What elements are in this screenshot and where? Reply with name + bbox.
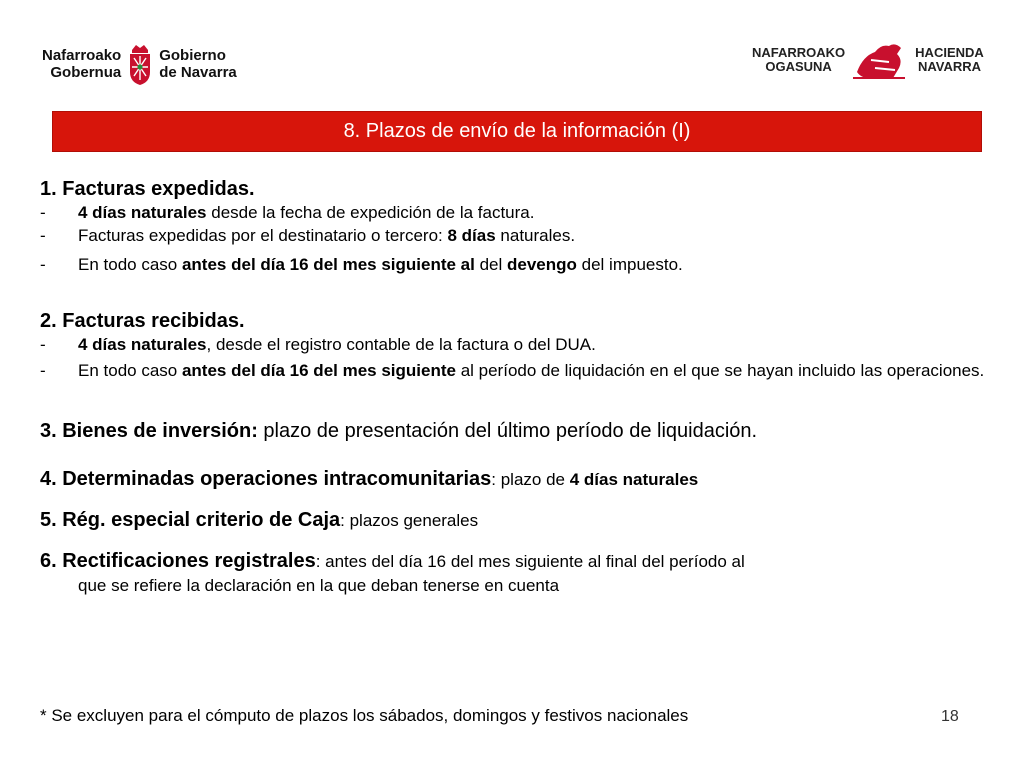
bullet-dash: -: [40, 203, 46, 222]
bullet-text: , desde el registro contable de la factura o del DUA.: [206, 335, 596, 354]
section-6: [40, 548, 998, 575]
bullet-text: del impuesto.: [576, 255, 683, 274]
footnote: * Se excluyen para el cómputo de plazos los sábados, domingos y festivos nacionales: [40, 706, 689, 725]
bullet-text: al período de liquidación en el que se hayan incluido las operaciones.: [455, 361, 985, 380]
list-item: [40, 224, 998, 247]
bullet-bold: antes del día 16 del mes siguiente al: [181, 255, 475, 274]
hacienda-emblem-icon: [849, 38, 911, 82]
section-6-text: : antes del día 16 del mes siguiente al final del período al: [315, 552, 745, 571]
section-3-text: plazo de presentación del último período de liquidación.: [257, 420, 758, 442]
gobierno-navarra-logo: [42, 40, 237, 88]
hacienda-navarra-logo: [752, 36, 984, 84]
main-content: [40, 178, 998, 597]
bullet-dash: -: [40, 255, 46, 274]
bullet-bold: antes del día 16 del mes siguiente: [181, 361, 456, 380]
logo-text-navarra: NAVARRA: [917, 59, 982, 74]
bullet-text: Facturas expedidas por el destinatario o tercero:: [78, 226, 448, 245]
logo-text-hacienda: HACIENDA: [915, 45, 984, 60]
logo-text-gobernua: Gobernua: [50, 64, 122, 81]
section-4-text: : plazo de: [491, 470, 570, 489]
navarra-shield-icon: [127, 42, 153, 86]
section-4-bold: 4 días naturales: [569, 470, 699, 489]
bullet-dash: -: [40, 226, 46, 245]
list-item: [40, 201, 998, 224]
logo-text-gobierno: Gobierno: [159, 47, 226, 64]
logo-text-nafarroako: Nafarroako: [42, 47, 122, 64]
section-2-heading: 2. Facturas recibidas.: [40, 310, 245, 332]
title-banner: [52, 111, 982, 152]
page-number: 18: [941, 708, 959, 725]
section-6-continuation: que se refiere la declaración en la que deban tenerse en cuenta: [78, 576, 560, 595]
list-item: [40, 356, 998, 386]
list-item: [40, 253, 998, 276]
bullet-dash: -: [40, 361, 46, 380]
logo-text-ogasuna: OGASUNA: [765, 59, 832, 74]
section-4: [40, 466, 998, 493]
list-item: [40, 333, 998, 356]
section-3: [40, 418, 998, 444]
section-6-heading: 6. Rectificaciones registrales: [40, 550, 316, 572]
bullet-dash: -: [40, 335, 46, 354]
page-title: 8. Plazos de envío de la información (I): [343, 120, 691, 142]
section-5-text: : plazos generales: [340, 511, 479, 530]
bullet-bold: 4 días naturales: [78, 335, 207, 354]
section-5-heading: 5. Rég. especial criterio de Caja: [40, 509, 341, 531]
logo-text-de-navarra: de Navarra: [159, 64, 237, 81]
bullet-text: En todo caso: [78, 255, 182, 274]
section-5: [40, 507, 998, 534]
bullet-bold: 8 días: [447, 226, 496, 245]
section-4-heading: 4. Determinadas operaciones intracomunitarias: [40, 468, 492, 490]
bullet-bold: devengo: [507, 255, 577, 274]
bullet-text: naturales.: [495, 226, 576, 245]
section-3-heading: 3. Bienes de inversión:: [40, 420, 258, 442]
bullet-text: del: [474, 255, 508, 274]
logo-text-nafarroako-2: NAFARROAKO: [752, 45, 846, 60]
bullet-text: En todo caso: [78, 361, 182, 380]
bullet-text: desde la fecha de expedición de la factura.: [206, 203, 535, 222]
bullet-bold: 4 días naturales: [78, 203, 207, 222]
section-1-heading: 1. Facturas expedidas.: [40, 178, 255, 200]
